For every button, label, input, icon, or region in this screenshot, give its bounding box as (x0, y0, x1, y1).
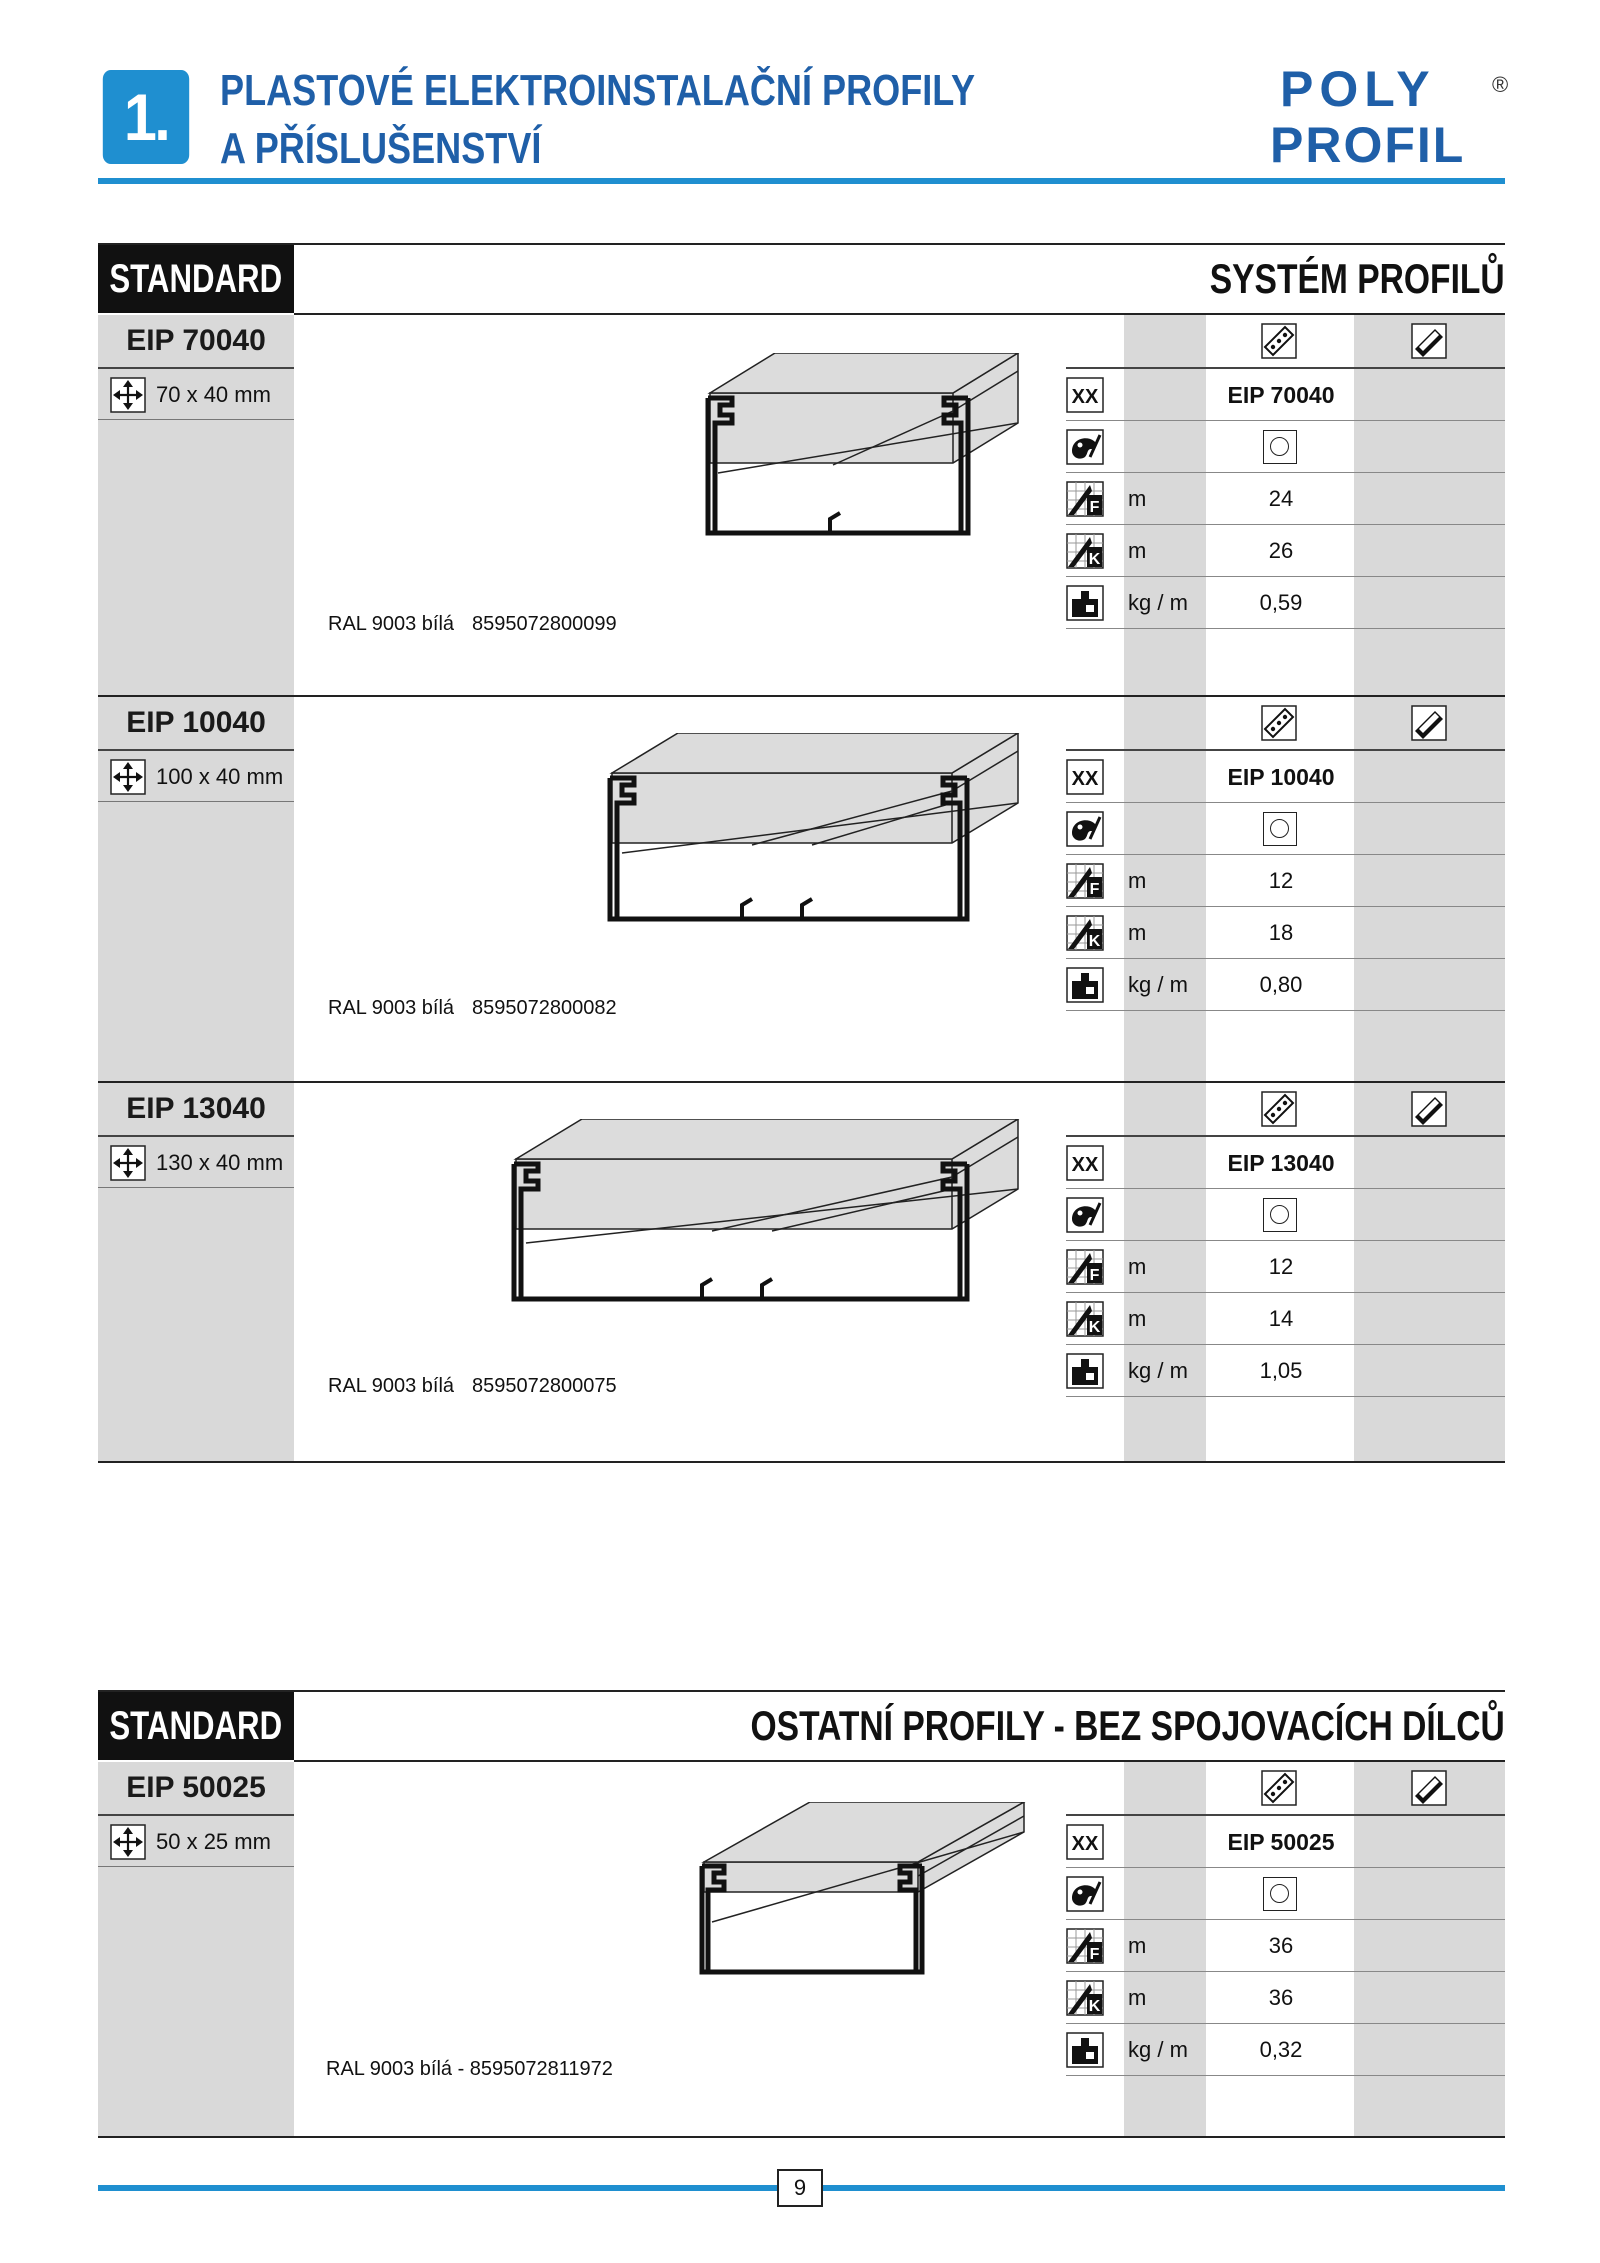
spec-row-package-f (1066, 1920, 1505, 1972)
dimension-rule (98, 1187, 294, 1188)
spec-row-package-f (1066, 1241, 1505, 1293)
color-palette-icon (1066, 1876, 1104, 1912)
weight-icon (1066, 585, 1104, 621)
unit-k: m (1128, 920, 1147, 945)
ean-code: 8595072800099 (472, 613, 617, 635)
profile-drawing (608, 353, 1028, 543)
section-title: SYSTÉM PROFILŮ (1210, 255, 1505, 302)
unit-weight: kg / m (1128, 2037, 1188, 2062)
header-rule (98, 178, 1505, 184)
section-bottom-rule (98, 2136, 1505, 2138)
value-f: 12 (1268, 868, 1294, 893)
spec-row-package-k (1066, 525, 1505, 577)
product-eip-10040 (98, 697, 1505, 1081)
spec-row-code (1066, 369, 1505, 421)
white-color-cell (1207, 803, 1355, 855)
svg-text:K: K (1088, 1319, 1101, 1336)
spec-row-color (1066, 803, 1505, 855)
color-palette-icon (1066, 429, 1104, 465)
product-code: EIP 50025 (126, 1771, 266, 1804)
dimension-text: 100 x 40 mm (156, 764, 284, 789)
code-xx-icon (1066, 1145, 1104, 1181)
svg-text:F: F (1089, 499, 1100, 516)
ral-color: RAL 9003 bílá (328, 1375, 455, 1397)
value-k: 14 (1268, 1306, 1294, 1331)
spec-rule (1066, 2075, 1505, 2076)
spec-row-weight (1066, 959, 1505, 1011)
package-f-icon (1066, 481, 1104, 517)
white-color-cell (1207, 1868, 1355, 1920)
spec-code-value: EIP 50025 (1227, 1829, 1335, 1855)
unit-k: m (1128, 1985, 1147, 2010)
spec-row-package-k (1066, 1972, 1505, 2024)
cover-icon (1411, 1091, 1447, 1127)
unit-f: m (1128, 1254, 1147, 1279)
page-title (220, 62, 975, 178)
page-number: 9 (777, 2169, 823, 2207)
cover-icon (1411, 323, 1447, 359)
profile-drawing (502, 733, 1028, 933)
svg-text:F: F (1089, 1946, 1100, 1963)
weight-icon (1066, 967, 1104, 1003)
white-color-cell (1207, 1189, 1355, 1241)
package-k-icon (1066, 1301, 1104, 1337)
spec-row-code (1066, 1137, 1505, 1189)
ral-color: RAL 9003 bílá (328, 997, 455, 1019)
dimension-rule (98, 419, 294, 420)
chapter-badge: 1. (103, 70, 189, 164)
unit-f: m (1128, 868, 1147, 893)
dimension-row (98, 1137, 294, 1187)
unit-weight: kg / m (1128, 590, 1188, 615)
dimension-arrows-icon (110, 1824, 146, 1860)
unit-k: m (1128, 1306, 1147, 1331)
package-f-icon (1066, 1928, 1104, 1964)
coupler-icon (1261, 705, 1297, 741)
spec-rule (1066, 1010, 1505, 1011)
page-title-line1: PLASTOVÉ ELEKTROINSTALAČNÍ PROFILY (220, 66, 976, 115)
product-code: EIP 10040 (126, 706, 266, 739)
spec-row-package-k (1066, 907, 1505, 959)
spec-row-color (1066, 421, 1505, 473)
package-f-icon (1066, 1249, 1104, 1285)
spec-row-color (1066, 1189, 1505, 1241)
section-label: STANDARD (98, 245, 294, 313)
svg-text:XX: XX (1071, 1833, 1099, 1855)
spec-rule (1066, 1396, 1505, 1397)
white-color-cell (1207, 421, 1355, 473)
white-color-circle-icon (1263, 812, 1297, 846)
spec-row-code (1066, 751, 1505, 803)
white-color-circle-icon (1263, 1877, 1297, 1911)
ral-color: RAL 9003 bílá (328, 613, 455, 635)
unit-weight: kg / m (1128, 1358, 1188, 1383)
dimension-rule (98, 1866, 294, 1867)
registered-mark: ® (1492, 72, 1509, 97)
product-code: EIP 70040 (126, 324, 266, 357)
logo-line1: POLY (1280, 62, 1436, 117)
unit-f: m (1128, 1933, 1147, 1958)
weight-value: 0,59 (1259, 590, 1303, 615)
spec-code-value: EIP 13040 (1227, 1150, 1335, 1176)
spec-row-weight (1066, 577, 1505, 629)
ral-info: RAL 9003 bílá - 8595072811972 (326, 2058, 613, 2080)
svg-text:XX: XX (1071, 386, 1099, 408)
section-system-profiles (98, 243, 1505, 1463)
value-f: 12 (1268, 1254, 1294, 1279)
package-f-icon (1066, 863, 1104, 899)
white-color-circle-icon (1263, 1198, 1297, 1232)
ral-info (328, 613, 617, 636)
coupler-icon (1261, 323, 1297, 359)
spec-row-color (1066, 1868, 1505, 1920)
spec-code-value: EIP 10040 (1227, 764, 1335, 790)
ral-info (328, 1375, 617, 1398)
weight-value: 0,32 (1259, 2037, 1303, 2062)
product-eip-13040 (98, 1083, 1505, 1461)
unit-weight: kg / m (1128, 972, 1188, 997)
weight-icon (1066, 2032, 1104, 2068)
svg-text:F: F (1089, 881, 1100, 898)
spec-row-weight (1066, 1345, 1505, 1397)
spec-row-package-k (1066, 1293, 1505, 1345)
package-k-icon (1066, 915, 1104, 951)
dimension-text: 50 x 25 mm (156, 1829, 271, 1854)
dimension-text: 130 x 40 mm (156, 1150, 284, 1175)
ean-code: 8595072800075 (472, 1375, 617, 1397)
code-xx-icon (1066, 1824, 1104, 1860)
value-k: 36 (1268, 1985, 1294, 2010)
ean-code: 8595072800082 (472, 997, 617, 1019)
dimension-arrows-icon (110, 759, 146, 795)
product-eip-50025 (98, 1762, 1505, 2136)
dimension-row (98, 1816, 294, 1866)
svg-text:K: K (1088, 551, 1101, 568)
coupler-icon (1261, 1770, 1297, 1806)
color-palette-icon (1066, 1197, 1104, 1233)
value-k: 18 (1268, 920, 1294, 945)
profile-drawing (698, 1802, 1028, 1982)
section-other-profiles (98, 1690, 1505, 2140)
spec-row-weight (1066, 2024, 1505, 2076)
package-k-icon (1066, 1980, 1104, 2016)
weight-value: 0,80 (1259, 972, 1303, 997)
white-color-circle-icon (1263, 430, 1297, 464)
cover-icon (1411, 705, 1447, 741)
dimension-arrows-icon (110, 1145, 146, 1181)
section-label: STANDARD (98, 1692, 294, 1760)
value-k: 26 (1268, 538, 1294, 563)
code-xx-icon (1066, 759, 1104, 795)
svg-text:XX: XX (1071, 1154, 1099, 1176)
svg-text:K: K (1088, 1998, 1101, 2015)
section-bottom-rule (98, 1461, 1505, 1463)
product-eip-70040 (98, 315, 1505, 695)
dimension-row (98, 369, 294, 419)
spec-row-code (1066, 1816, 1505, 1868)
logo-line2: PROFIL (1270, 117, 1466, 170)
svg-text:K: K (1088, 933, 1101, 950)
spec-row-package-f (1066, 473, 1505, 525)
profile-drawing (412, 1119, 1028, 1319)
coupler-icon (1261, 1091, 1297, 1127)
dimension-text: 70 x 40 mm (156, 382, 271, 407)
value-f: 24 (1268, 486, 1294, 511)
color-palette-icon (1066, 811, 1104, 847)
dimension-arrows-icon (110, 377, 146, 413)
page-title-line2: A PŘÍSLUŠENSTVÍ (220, 124, 542, 173)
unit-k: m (1128, 538, 1147, 563)
product-code: EIP 13040 (126, 1092, 266, 1125)
value-f: 36 (1268, 1933, 1294, 1958)
svg-text:XX: XX (1071, 768, 1099, 790)
cover-icon (1411, 1770, 1447, 1806)
weight-value: 1,05 (1259, 1358, 1303, 1383)
dimension-rule (98, 801, 294, 802)
spec-row-package-f (1066, 855, 1505, 907)
svg-text:F: F (1089, 1267, 1100, 1284)
spec-rule (1066, 628, 1505, 629)
polyprofil-logo (1270, 62, 1520, 170)
section-title: OSTATNÍ PROFILY - BEZ SPOJOVACÍCH DÍLCŮ (750, 1702, 1505, 1749)
ral-info (328, 997, 617, 1020)
weight-icon (1066, 1353, 1104, 1389)
dimension-row (98, 751, 294, 801)
code-xx-icon (1066, 377, 1104, 413)
spec-code-value: EIP 70040 (1227, 382, 1335, 408)
unit-f: m (1128, 486, 1147, 511)
package-k-icon (1066, 533, 1104, 569)
